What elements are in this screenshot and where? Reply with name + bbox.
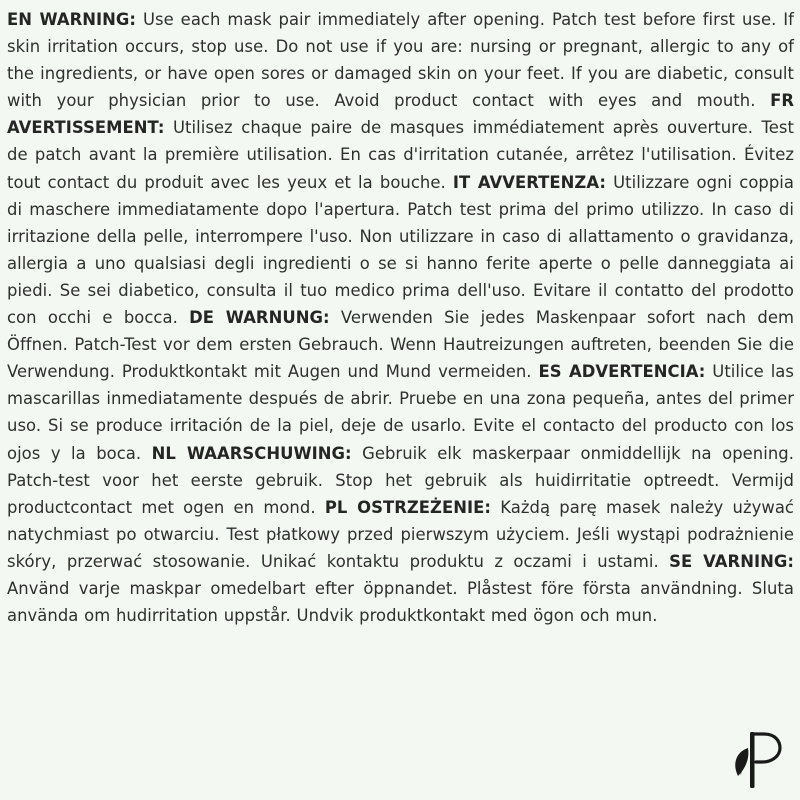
brand-logo [726, 728, 784, 790]
warning-en [7, 10, 794, 110]
warning-heading-fr: FR AVERTISSEMENT: [7, 91, 794, 138]
warning-heading-de: DE WARNUNG: [189, 308, 330, 328]
warning-body-it: Utilizzare ogni coppia di maschere immediatamente dopo l'apertura. Patch test prima del primo utilizzo. In caso di irritazione della pelle, interrompere l'uso. Non utilizzare in caso di allattamento o gravidanza, allergia a uno qualsiasi degli ingredienti o se si hanno ferite aperte o pelle danneggiata ai piedi. Se sei diabetico, consulta il tuo medico prima dell'uso. Evitare il contatto del prodotto con occhi e bocca. [7, 172, 795, 328]
warning-it [7, 173, 794, 327]
warning-body-de: Verwenden Sie jedes Maskenpaar sofort nach dem Öffnen. Patch-Test vor dem ersten Gebrauch. Wenn Hautreizungen auftreten, beenden Sie die Verwendung. Produktkontakt mit Augen und Mund vermeiden. [7, 308, 795, 382]
warning-text-block [7, 6, 794, 629]
warning-body-en: Use each mask pair immediately after opening. Patch test before first use. If skin irritation occurs, stop use. Do not use if you are: nursing or pregnant, allergic to any of the ingredients, or have open sores or damaged skin on your feet. If you are diabetic, consult with your physician prior to use. Avoid product contact with eyes and mouth. [7, 10, 795, 111]
warning-heading-pl: PL OSTRZEŻENIE: [324, 497, 492, 517]
warning-heading-nl: NL WAARSCHUWING: [151, 443, 352, 463]
brand-monogram-icon [726, 728, 784, 790]
warning-body-pl: Każdą parę masek należy używać natychmiast po otwarciu. Test płatkowy przed pierwszym użyciem. Jeśli wystąpi podrażnienie skóry, przerwać stosowanie. Unikać kontaktu produktu z oczami i ustami. [7, 497, 794, 571]
warning-body-nl: Gebruik elk maskerpaar onmiddellijk na opening. Patch-test voor het eerste gebruik. Stop het gebruik als huidirritatie optreedt. Vermijd productcontact met ogen en mond. [7, 443, 794, 517]
warning-heading-se: SE VARNING: [669, 551, 794, 571]
warning-heading-en: EN WARNING: [7, 10, 137, 29]
warning-body-es: Utilice las mascarillas inmediatamente después de abrir. Pruebe en una zona pequeña, antes del primer uso. Si se produce irritación de la piel, deje de usarlo. Evite el contacto del producto con los ojos y la boca. [7, 362, 794, 463]
warning-body-fr: Utilisez chaque paire de masques immédiatement après ouverture. Test de patch avant la première utilisation. En cas d'irritation cutanée, arrêtez l'utilisation. Évitez tout contact du produit avec les yeux et la bouche. [7, 118, 794, 192]
warning-heading-it: IT AVVERTENZA: [452, 172, 606, 192]
warning-heading-es: ES ADVERTENCIA: [538, 362, 706, 382]
warning-body-se: Använd varje maskpar omedelbart efter öppnandet. Plåstest före första användning. Sluta använda om hudirritation uppstår. Undvik produktkontakt med ögon och mun. [7, 578, 794, 626]
